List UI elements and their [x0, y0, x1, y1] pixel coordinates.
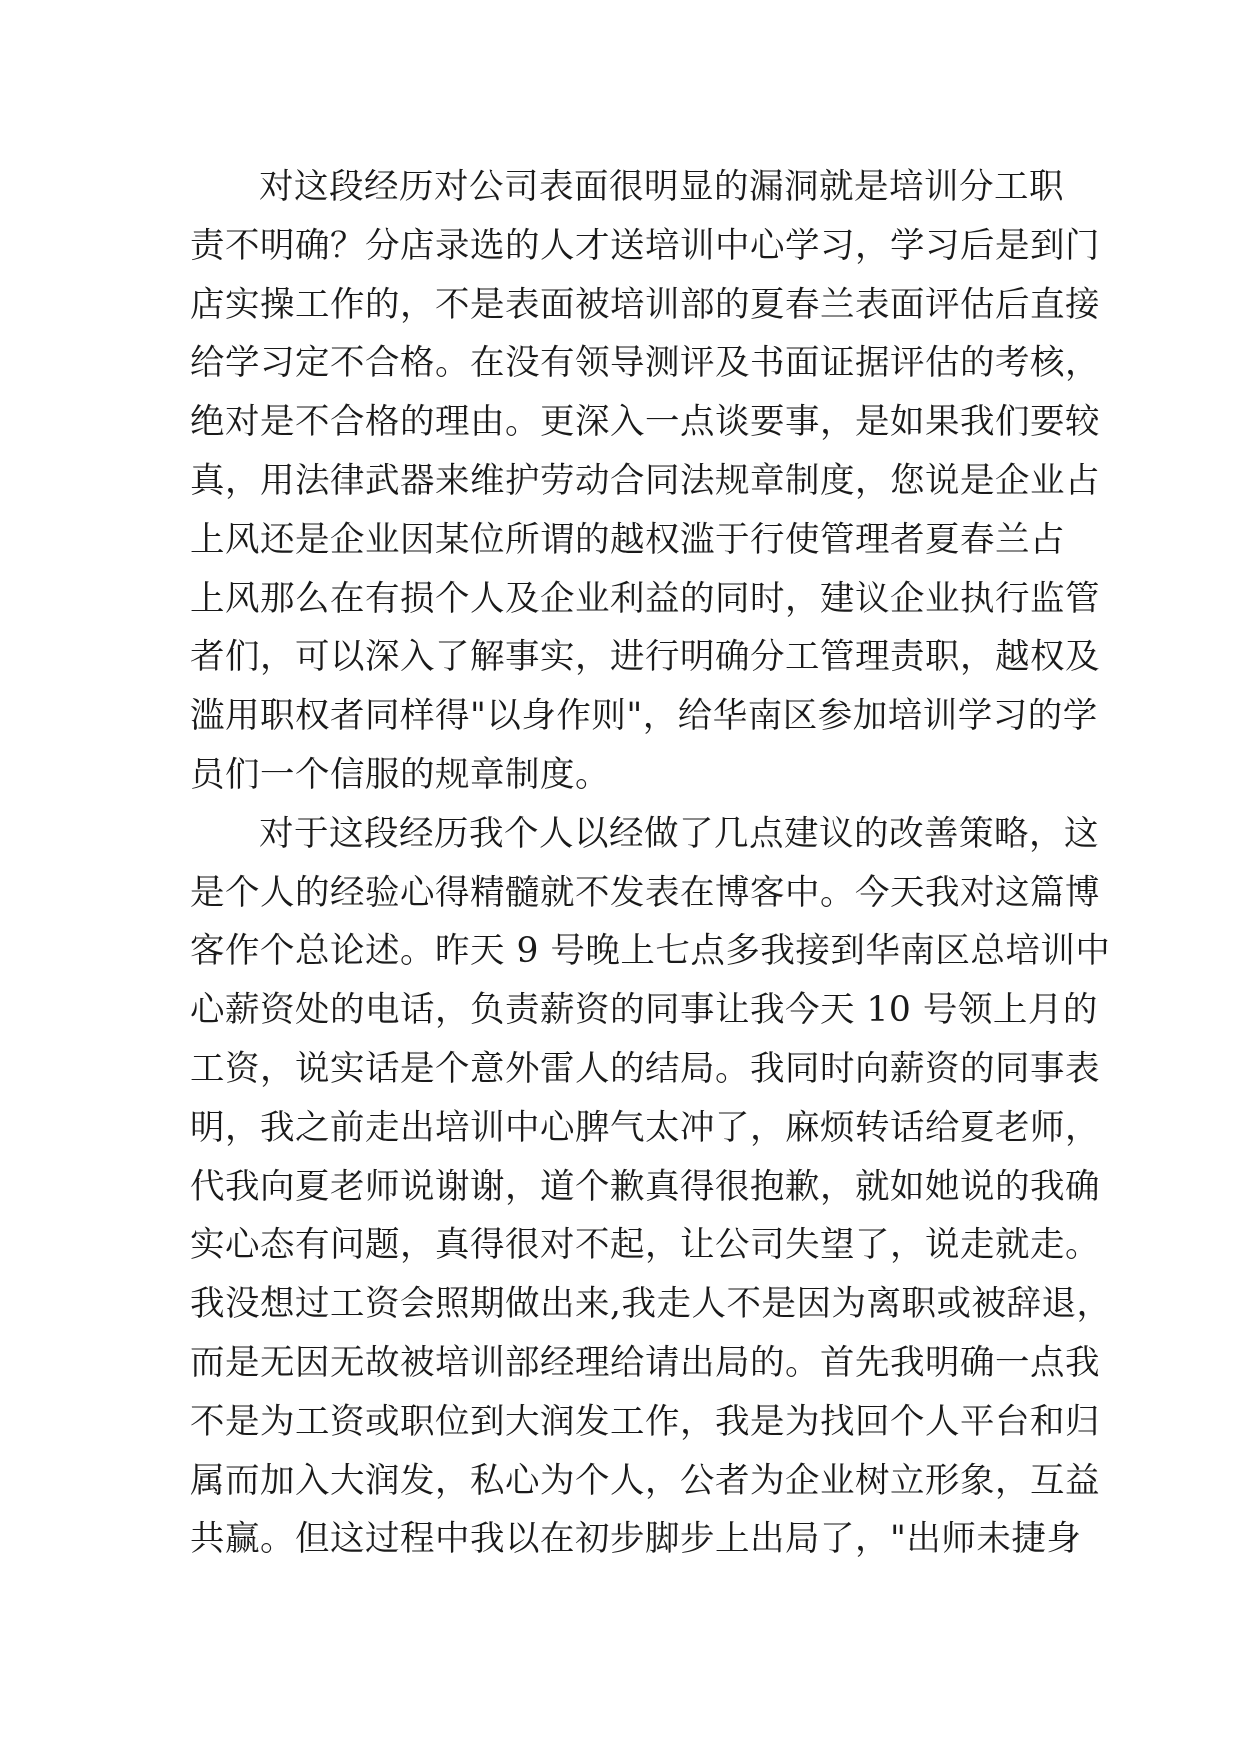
text-line: 共赢。但这过程中我以在初步脚步上出局了，"出师未捷身	[190, 1519, 1082, 1560]
text-line: 员们一个信服的规章制度。	[190, 754, 610, 795]
text-line: 实心态有问题，真得很对不起，让公司失望了，说走就走。	[190, 1225, 1100, 1266]
text-line: 滥用职权者同样得"以身作则"，给华南区参加培训学习的学	[190, 696, 1098, 737]
text-line: 明，我之前走出培训中心脾气太冲了，麻烦转话给夏老师，	[190, 1107, 1100, 1148]
text-line: 真，用法律武器来维护劳动合同法规章制度，您说是企业占	[190, 460, 1100, 501]
text-line: 对于这段经历我个人以经做了几点建议的改善策略，这	[259, 813, 1099, 854]
text-line: 上风还是企业因某位所谓的越权滥于行使管理者夏春兰占	[190, 519, 1065, 560]
text-line: 代我向夏老师说谢谢，道个歉真得很抱歉，就如她说的我确	[190, 1166, 1100, 1207]
paragraph-1	[190, 158, 1100, 805]
text-line: 不是为工资或职位到大润发工作，我是为找回个人平台和归	[190, 1401, 1100, 1442]
text-line: 责不明确？分店录选的人才送培训中心学习，学习后是到门	[190, 225, 1100, 266]
paragraph-2	[190, 805, 1112, 1569]
text-line: 是个人的经验心得精髓就不发表在博客中。今天我对这篇博	[190, 872, 1100, 913]
text-line: 我没想过工资会照期做出来,我走人不是因为离职或被辞退，	[190, 1284, 1112, 1325]
text-line: 而是无因无故被培训部经理给请出局的。首先我明确一点我	[190, 1342, 1100, 1383]
text-line: 者们，可以深入了解事实，进行明确分工管理责职，越权及	[190, 637, 1100, 678]
text-line: 属而加入大润发，私心为个人，公者为企业树立形象，互益	[190, 1460, 1100, 1501]
text-line: 对这段经历对公司表面很明显的漏洞就是培训分工职	[259, 167, 1064, 207]
text-line: 店实操工作的，不是表面被培训部的夏春兰表面评估后直接	[190, 284, 1100, 325]
text-line: 给学习定不合格。在没有领导测评及书面证据评估的考核，	[190, 343, 1100, 384]
text-line: 心薪资处的电话，负责薪资的同事让我今天 10 号领上月的	[190, 990, 1098, 1031]
text-line: 工资，说实话是个意外雷人的结局。我同时向薪资的同事表	[190, 1048, 1100, 1089]
text-line: 客作个总论述。昨天 9 号晚上七点多我接到华南区总培训中	[190, 931, 1111, 972]
text-line: 绝对是不合格的理由。更深入一点谈要事，是如果我们要较	[190, 402, 1100, 443]
text-line: 上风那么在有损个人及企业利益的同时，建议企业执行监管	[190, 578, 1100, 619]
document-body	[190, 158, 1112, 1569]
